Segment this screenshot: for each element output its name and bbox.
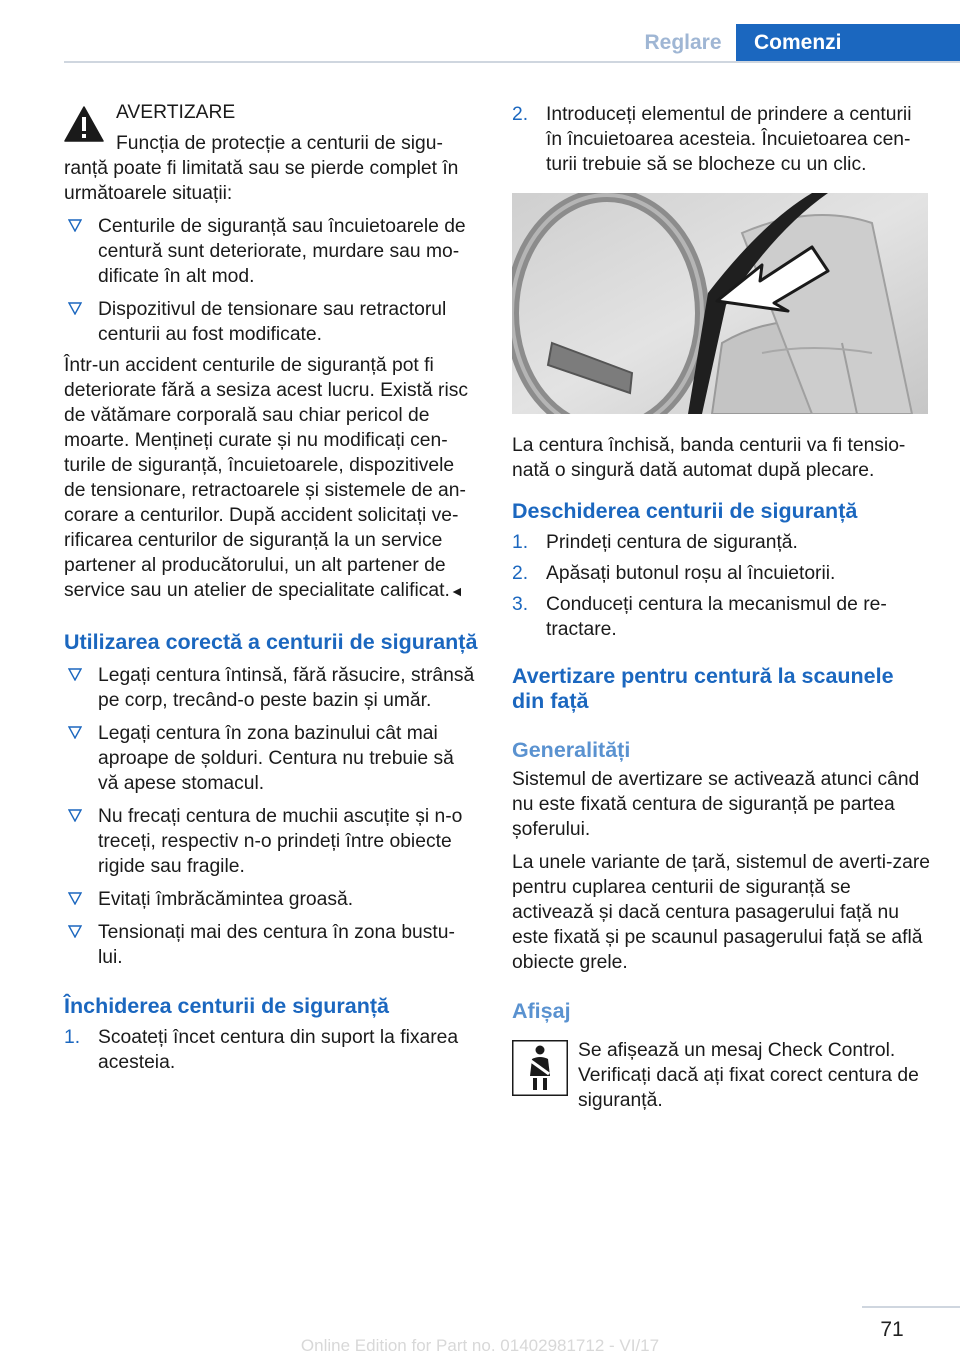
list-item-text: Evitați îmbrăcămintea groasă. xyxy=(98,889,354,910)
end-mark: ◄ xyxy=(449,583,464,599)
seatbelt-buckle-illustration xyxy=(512,193,928,414)
step-number: 1. xyxy=(64,1027,81,1048)
correct-use-list xyxy=(64,663,478,970)
step-number: 2. xyxy=(512,104,529,125)
heading-opening: Deschiderea centurii de siguranță xyxy=(512,499,858,523)
step-item xyxy=(64,1025,478,1075)
tab-reglare[interactable]: Reglare xyxy=(644,31,722,54)
general-paragraph: Sistemul de avertizare se activează atunci când nu este fixată centura de siguranță pe partea șoferului. xyxy=(512,769,920,840)
subheading-general: Generalități xyxy=(512,738,631,762)
figure-caption: La centura închisă, banda centurii va fi tensio‐nată o singură dată automat după plecare. xyxy=(512,435,906,481)
list-item xyxy=(64,663,478,713)
left-column xyxy=(64,100,478,1075)
step-item xyxy=(512,102,930,177)
step-item xyxy=(512,592,930,642)
edition-note: Online Edition for Part no. 01402981712 - VI/17 xyxy=(300,1336,660,1355)
step-number: 1. xyxy=(512,532,529,553)
list-item-text: Legați centura în zona bazinului cât mai aproape de șolduri. Centura nu trebuie să vă apese stomacul. xyxy=(98,723,454,794)
list-item xyxy=(64,721,478,796)
header-divider xyxy=(64,61,960,63)
list-item-text: Centurile de siguranță sau încuietoarele de centură sunt deteriorate, murdare sau mo‐dificate în alt mod. xyxy=(98,216,466,287)
opening-steps xyxy=(512,530,930,642)
heading-correct-use: Utilizarea corectă a centurii de siguranță xyxy=(64,630,478,654)
triangle-bullet-icon xyxy=(68,219,82,232)
triangle-bullet-icon xyxy=(68,726,82,739)
display-block xyxy=(512,1038,930,1113)
list-item xyxy=(64,920,478,970)
list-item-text: Legați centura întinsă, fără răsucire, strânsă pe corp, trecând-o peste bazin și umăr. xyxy=(98,665,475,711)
step-item xyxy=(512,530,930,555)
step-number: 2. xyxy=(512,563,529,584)
fastening-steps xyxy=(64,1025,478,1075)
step-text: Conduceți centura la mecanismul de re‐tractare. xyxy=(546,594,887,640)
step-text: Scoateți încet centura din suport la fixarea acesteia. xyxy=(98,1027,459,1073)
warning-title: AVERTIZARE xyxy=(116,102,236,123)
list-item-text: Nu frecați centura de muchii ascuțite și n-o treceți, respectiv n-o prindeți între obiecte rigide sau fragile. xyxy=(98,806,463,877)
step-text: Prindeți centura de siguranță. xyxy=(546,532,798,553)
heading-fastening: Închiderea centurii de siguranță xyxy=(64,994,389,1018)
page-header xyxy=(0,24,960,62)
seatbelt-warning-icon xyxy=(512,1040,568,1096)
step-text: Introduceți elementul de prindere a centurii în încuietoarea acesteia. Încuietoarea cen‐turii trebuie să se blocheze cu un clic. xyxy=(546,104,912,175)
warning-list xyxy=(64,214,478,347)
warning-triangle-icon xyxy=(64,106,104,142)
warning-intro-line1: Funcția de protecție a centurii de sigu‐ xyxy=(116,133,443,154)
warning-intro-rest: ranță poate fi limitată sau se pierde complet în următoarele situații: xyxy=(64,158,459,204)
right-column xyxy=(512,100,930,1113)
triangle-bullet-icon xyxy=(68,302,82,315)
tab-comenzi[interactable]: Comenzi xyxy=(736,24,960,62)
triangle-bullet-icon xyxy=(68,925,82,938)
list-item xyxy=(64,297,478,347)
list-item xyxy=(64,887,478,912)
display-text: Se afișează un mesaj Check Control. Verificați dacă ați fixat corect centura de siguranță. xyxy=(578,1040,919,1111)
triangle-bullet-icon xyxy=(68,892,82,905)
subheading-display: Afișaj xyxy=(512,999,571,1023)
footer-divider xyxy=(862,1306,960,1308)
heading-front-seat-warning: Avertizare pentru centură la scaunele din față xyxy=(512,664,894,713)
step-text: Apăsați butonul roșu al încuietorii. xyxy=(546,563,836,584)
page-number: 71 xyxy=(880,1318,904,1341)
step-item xyxy=(512,561,930,586)
warning-block xyxy=(64,100,478,206)
list-item xyxy=(64,804,478,879)
country-variant-paragraph: La unele variante de țară, sistemul de averti‐zare pentru cuplarea centurii de siguranță se activează și dacă centura pasagerului față nu este fixată și pe scaunul pasagerului față se află obiecte grele. xyxy=(512,852,930,973)
warning-body xyxy=(64,353,478,604)
list-item-text: Dispozitivul de tensionare sau retractorul centurii au fost modificate. xyxy=(98,299,447,345)
triangle-bullet-icon xyxy=(68,809,82,822)
step-number: 3. xyxy=(512,594,529,615)
list-item xyxy=(64,214,478,289)
fastening-steps-continued xyxy=(512,102,930,177)
list-item-text: Tensionați mai des centura în zona bustu‐lui. xyxy=(98,922,455,968)
triangle-bullet-icon xyxy=(68,668,82,681)
warning-body-text: Într-un accident centurile de siguranță pot fi deteriorate fără a sesiza acest lucru. Există risc de vătămare corporală sau chiar pericol de moarte. Mențineți curate și nu modificați cen‐turile de siguranță, încuietoarele, dispozitivele de tensionare, retractoarele și sistemele de an‐corare a centurilor. După accident solicitați ve‐rificarea centurilor de siguranță la un service partener al producătorului, un alt partener de service sau un atelier de specialitate calificat. xyxy=(64,355,469,601)
